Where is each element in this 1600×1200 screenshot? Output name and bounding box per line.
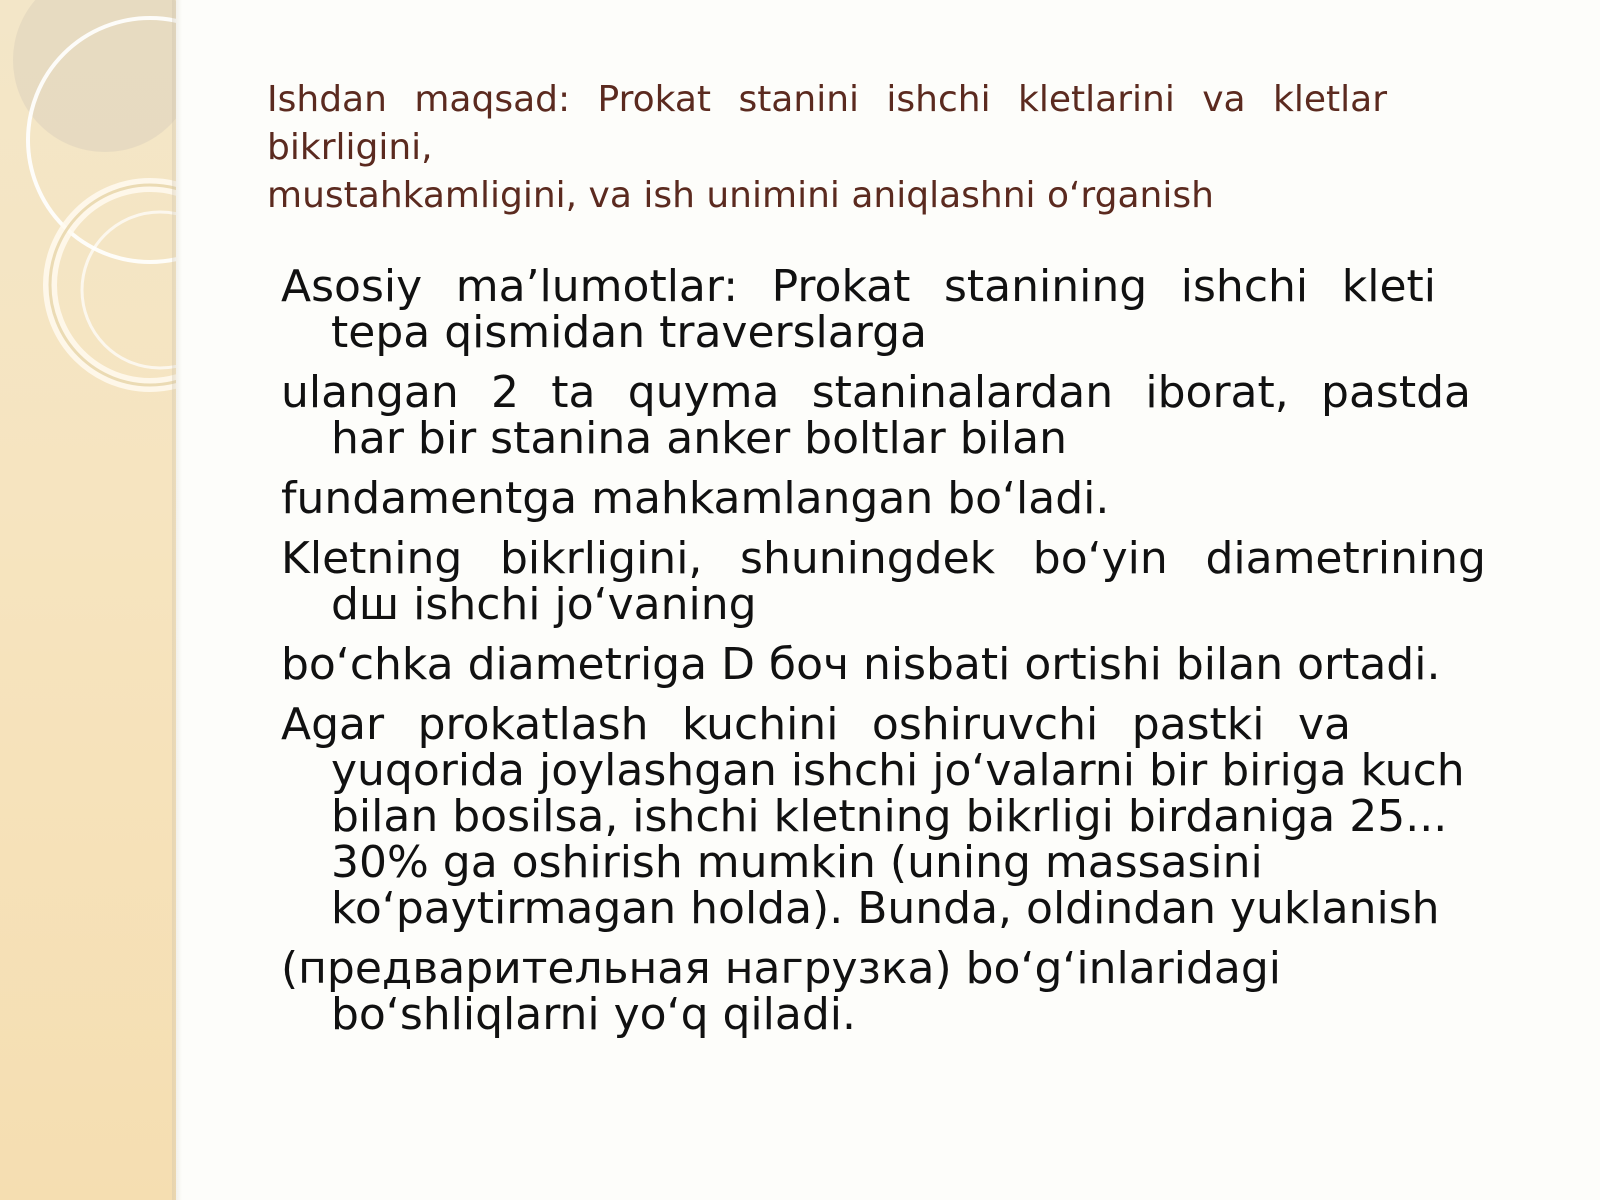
body-line: Kletning bikrligini, shuningdek bo‘yin diametrining [281, 533, 1486, 584]
body-line: bilan bosilsa, ishchi kletning bikrligi birdaniga 25... [331, 791, 1448, 842]
paragraph [281, 261, 1541, 358]
title-line: Ishdan maqsad: Prokat stanini ishchi kletlarini va kletlar [267, 79, 1387, 120]
body-line: bo‘shliqlarni yo‘q qiladi. [331, 989, 856, 1040]
decorative-circles [0, 0, 176, 420]
paragraph [281, 639, 1541, 690]
body-line: ko‘paytirmagan holda). Bunda, oldindan yuklanish [331, 883, 1440, 934]
paragraph [281, 943, 1541, 1040]
body-line: (предварительная нагрузка) bo‘g‘inlaridagi [281, 943, 1282, 994]
body-line: tepa qismidan traverslarga [331, 307, 927, 358]
body-line: ulangan 2 ta quyma staninalardan iborat, pastda [281, 367, 1471, 418]
title-line: mustahkamligini, va ish unimini aniqlashni o‘rganish [267, 175, 1214, 216]
body-line: yuqorida joylashgan ishchi jo‘valarni bir biriga kuch [331, 745, 1465, 796]
body-line: 30% ga oshirish mumkin (uning massasini [331, 837, 1263, 888]
paragraph [281, 473, 1541, 524]
title-line: bikrligini, [267, 127, 433, 168]
body-line: fundamentga mahkamlangan bo‘ladi. [281, 473, 1110, 524]
decorative-side-band [0, 0, 176, 1200]
body-line: har bir stanina anker boltlar bilan [331, 413, 1067, 464]
slide-body [281, 261, 1541, 1052]
paragraph [281, 367, 1541, 464]
slide-title [267, 76, 1387, 220]
body-line: Asosiy ma’lumotlar: Prokat stanining ishchi kleti [281, 261, 1436, 312]
body-line: bo‘chka diametriga D боч nisbati ortishi bilan ortadi. [281, 639, 1441, 690]
body-line: dш ishchi jo‘vaning [331, 579, 757, 630]
paragraph [281, 699, 1541, 934]
body-line: Agar prokatlash kuchini oshiruvchi pastki va [281, 699, 1351, 750]
band-edge-shadow [172, 0, 182, 1200]
paragraph [281, 533, 1541, 630]
